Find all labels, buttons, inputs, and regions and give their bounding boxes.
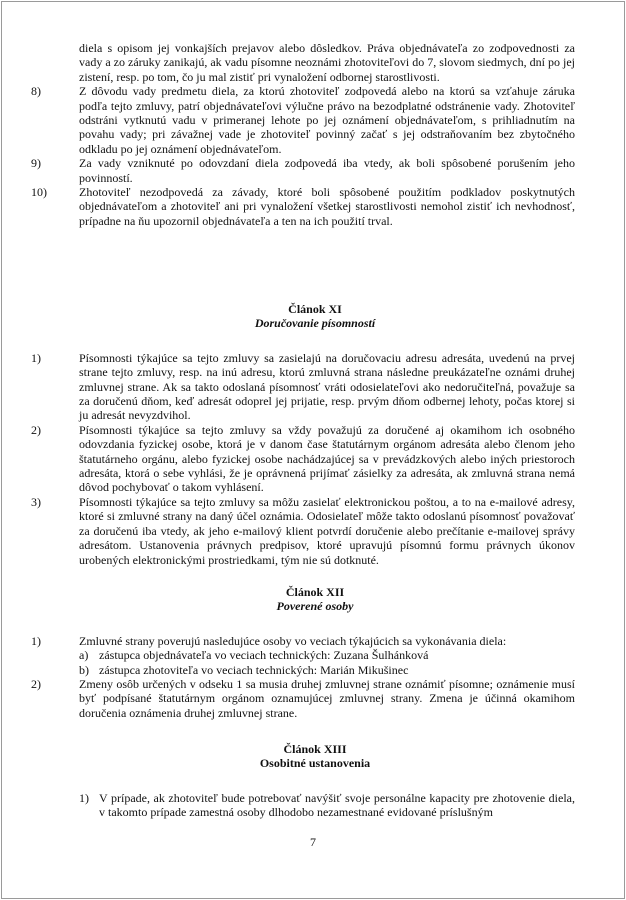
article-xii [31, 585, 575, 720]
list-number: 9) [31, 156, 41, 171]
list-item [31, 633, 575, 648]
page-number: 7 [310, 835, 316, 849]
article-subheading: Poverené osoby [276, 599, 354, 614]
list-number: 2) [31, 422, 41, 437]
list-item [31, 494, 575, 567]
sub-list-label: zástupca zhotoviteľa vo veciach technických: [99, 662, 318, 677]
list-item [31, 185, 575, 228]
list-number: 1) [31, 350, 41, 365]
continuation-paragraph: diela s opisom jej vonkajších prejavov alebo dôsledkov. Práva objednávateľa zo zodpovednosti za vady a zo záruky zanikajú, ak vadu písomne neoznámi zhotoviteľovi do 7, slovom siedmych, dní po jej zistení, resp. po tom, čo ju mal zistiť pri vynaložení odbornej starostlivosti. [79, 41, 575, 84]
article-xiii [55, 742, 575, 820]
list-text: Písomnosti týkajúce sa tejto zmluvy sa zasielajú na doručovaciu adresu adresáta, uvedenú na prvej strane tejto zmluvy, resp. na inú adresu, ktorú zmluvná strana následne preukázateľne oznámi druhej zmluvnej strane. Ak sa takto odoslaná písomnosť vráti odosielateľovi ako nedoručiteľná, považuje sa za doručenú dňom, keď adresát odoprel jej prijatie, resp. prvým dňom odbernej lehoty, počas ktorej si ju adresát nevyzdvihol. [79, 350, 575, 423]
list-text: Za vady vzniknuté po odovzdaní diela zodpovedá iba vtedy, ak boli spôsobené porušením jeho povinností. [79, 156, 575, 185]
list-item [31, 84, 575, 156]
list-item [31, 422, 575, 495]
sub-list-letter: b) [79, 662, 89, 677]
list-text: Zmluvné strany poverujú nasledujúce osoby vo veciach týkajúcich sa vykonávania diela: [79, 633, 507, 648]
list-text: Zmeny osôb určených v odseku 1 sa musia druhej zmluvnej strane oznámiť písomne; oznámenie musí byť podpísané štatutárnym orgánom oznamujúcej zmluvnej strany. Zmena je účinná okamihom doručenia oznámenia druhej zmluvnej strane. [79, 677, 575, 720]
continuation-block [31, 41, 575, 228]
list-number: 2) [31, 677, 41, 692]
list-number: 1) [31, 633, 41, 648]
list-text: Písomnosti týkajúce sa tejto zmluvy sa vždy považujú za doručené aj okamihom ich osobného odovzdania fyzickej osobe, ktorá je v danom čase štatutárnym orgánom adresáta alebo členom jeho štatutárneho orgánu, alebo fyzickej osobe nachádzajúcej sa v prevádzkových alebo iných priestoroch adresáta, ktorá o sebe vyhlási, že je oprávnená prijímať zásielky za adresáta, ak zmluvná strana nemá dôvod pochybovať o takom vyhlásení. [79, 422, 575, 495]
article-subheading: Doručovanie písomností [254, 316, 376, 331]
list-text: Písomnosti týkajúce sa tejto zmluvy sa môžu zasielať elektronickou poštou, a to na e-mailové adresy, ktoré si zmluvné strany na daný účel oznámia. Odosielateľ môže takto odoslanú písomnosť považovať za doručenú iba vtedy, ak jeho e-mailový klient potvrdí doručenie alebo prečítanie e-mailovej správy adresátom. Ustanovenia právnych predpisov, ktoré upravujú písomnú formu právnych úkonov urobených elektronickými prostriedkami, tým nie sú dotknuté. [79, 494, 575, 567]
list-text: Zhotoviteľ nezodpovedá za závady, ktoré boli spôsobené použitím podkladov poskytnutých objednávateľom a zhotoviteľ ani pri vynaložení všetkej starostlivosti nemohol zistiť ich nevhodnosť, prípadne na ňu upozornil objednávateľa a ten na ich použití trval. [79, 185, 575, 228]
list-text: Z dôvodu vady predmetu diela, za ktorú zhotoviteľ zodpovedá alebo na ktorú sa vzťahuje záruka podľa tejto zmluvy, patrí objednávateľovi výlučne právo na bezodplatné odstránenie vady. Zhotoviteľ odstráni vytknutú vadu v primeranej lehote po jej oznámení objednávateľom, s prihliadnutím na povahu vady; pri závažnej vade je zhotoviteľ povinný začať s jej odstraňovaním bez zbytočného odkladu po jej oznámení objednávateľom. [79, 84, 575, 156]
sub-list-person: Marián Mikušinec [320, 662, 409, 677]
sub-list-item [55, 663, 575, 677]
list-number: 1) [79, 790, 89, 805]
list-item [55, 791, 575, 820]
sub-list-item [55, 648, 575, 662]
article-heading: Článok XIII [283, 742, 347, 756]
list-item [31, 677, 575, 720]
list-number: 10) [31, 185, 47, 200]
list-number: 8) [31, 84, 41, 99]
article-xi [31, 302, 575, 567]
sub-list-letter: a) [79, 648, 89, 663]
sub-list-label: zástupca objednávateľa vo veciach technických: [99, 648, 331, 663]
list-item [31, 350, 575, 423]
article-subheading: Osobitné ustanovenia [259, 756, 371, 771]
list-number: 3) [31, 494, 41, 509]
list-text: V prípade, ak zhotoviteľ bude potrebovať navýšiť svoje personálne kapacity pre zhotovenie diela, v takomto prípade zamestná osoby dlhodobo nezamestnané evidované príslušným [99, 790, 575, 820]
sub-list-person: Zuzana Šulhánková [333, 648, 429, 663]
list-item [31, 156, 575, 185]
article-heading: Článok XII [285, 585, 345, 599]
article-heading: Článok XI [288, 302, 342, 316]
